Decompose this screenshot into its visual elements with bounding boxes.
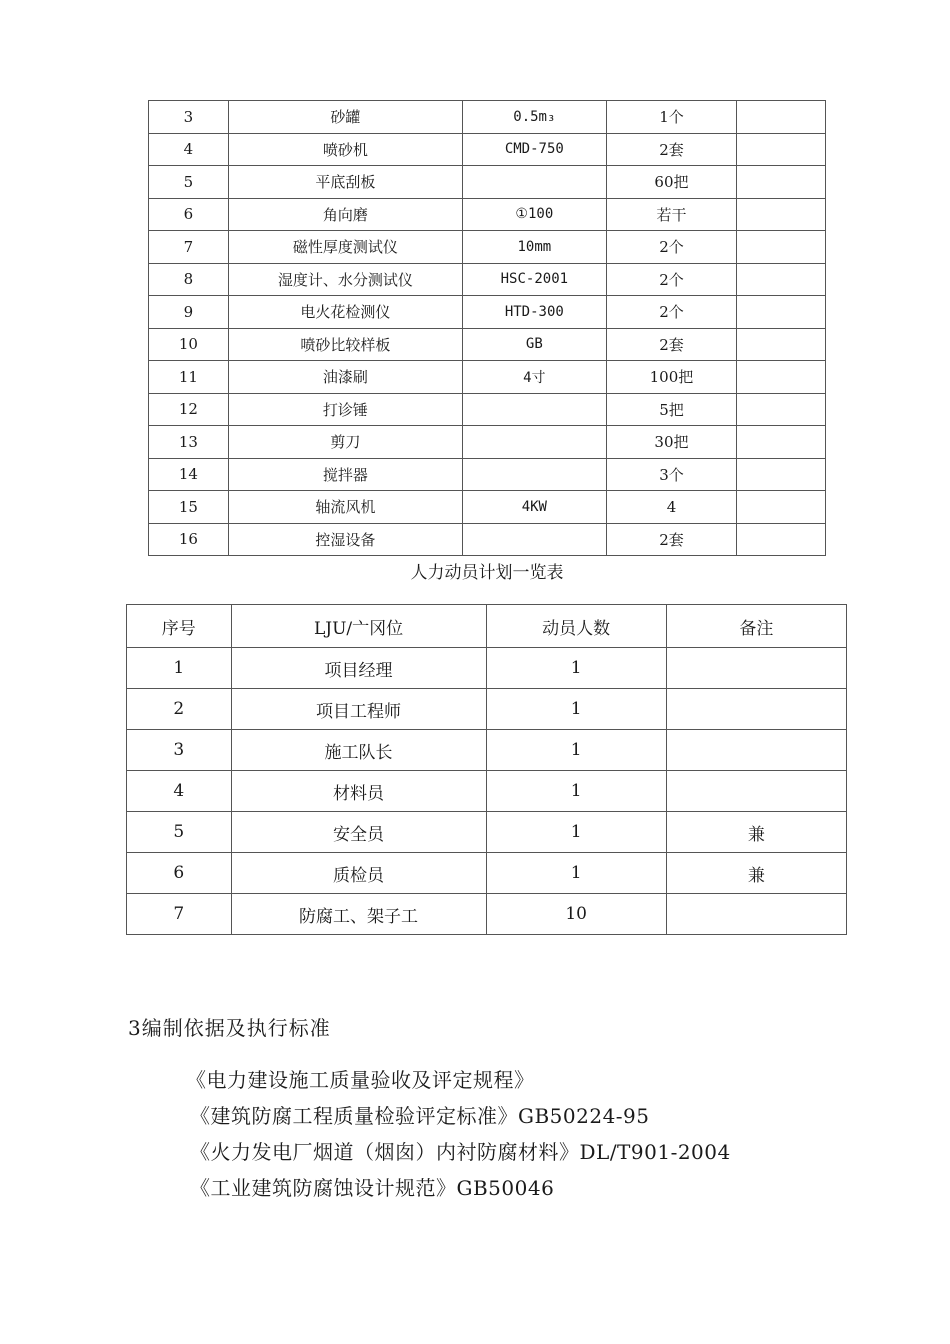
equip-no-cell: 16 — [149, 523, 229, 556]
standard-item: 《火力发电厂烟道（烟囱）内衬防腐材料》DL/T901-2004 — [190, 1140, 731, 1164]
equip-spec-cell — [463, 426, 607, 459]
staff-position-cell: 项目工程师 — [231, 689, 486, 730]
equip-note-cell — [737, 458, 826, 491]
equip-name-cell: 喷砂机 — [228, 133, 462, 166]
staff-header-row — [127, 605, 847, 648]
staff-count-cell: 10 — [486, 894, 666, 935]
equip-no-cell: 7 — [149, 231, 229, 264]
header-note: 备注 — [666, 605, 846, 648]
equip-name-cell: 角向磨 — [228, 198, 462, 231]
equip-note-cell — [737, 296, 826, 329]
staff-count-cell: 1 — [486, 689, 666, 730]
staff-count-cell: 1 — [486, 730, 666, 771]
equip-note-cell — [737, 133, 826, 166]
equip-spec-cell — [463, 166, 607, 199]
staff-position-cell: 防腐工、架子工 — [231, 894, 486, 935]
header-count: 动员人数 — [486, 605, 666, 648]
table-row — [149, 231, 826, 264]
equip-name-cell: 砂罐 — [228, 101, 462, 134]
equip-spec-cell: GB — [463, 328, 607, 361]
equip-note-cell — [737, 263, 826, 296]
staff-no-cell: 6 — [127, 853, 232, 894]
equip-qty-cell: 2个 — [606, 296, 737, 329]
equip-name-cell: 控湿设备 — [228, 523, 462, 556]
equip-name-cell: 磁性厚度测试仪 — [228, 231, 462, 264]
table-row — [127, 689, 847, 730]
equip-name-cell: 油漆刷 — [228, 361, 462, 394]
equip-qty-cell: 2套 — [606, 133, 737, 166]
table-row — [127, 648, 847, 689]
table-row — [149, 458, 826, 491]
standard-item: 《建筑防腐工程质量检验评定标准》GB50224-95 — [190, 1104, 650, 1128]
table-row — [149, 101, 826, 134]
equip-qty-cell: 2套 — [606, 523, 737, 556]
staff-note-cell — [666, 771, 846, 812]
equip-note-cell — [737, 426, 826, 459]
staff-position-cell: 施工队长 — [231, 730, 486, 771]
equip-qty-cell: 2个 — [606, 231, 737, 264]
equip-no-cell: 4 — [149, 133, 229, 166]
equip-qty-cell: 2套 — [606, 328, 737, 361]
equip-spec-cell: HTD-300 — [463, 296, 607, 329]
equip-qty-cell: 60把 — [606, 166, 737, 199]
equipment-table — [148, 100, 826, 556]
staff-table-caption: 人力动员计划一览表 — [410, 563, 564, 583]
equip-note-cell — [737, 198, 826, 231]
equip-qty-cell: 3个 — [606, 458, 737, 491]
table-row — [127, 730, 847, 771]
table-row — [149, 426, 826, 459]
equip-spec-cell: 10mm — [463, 231, 607, 264]
equip-name-cell: 搅拌器 — [228, 458, 462, 491]
staff-note-cell — [666, 894, 846, 935]
staff-position-cell: 项目经理 — [231, 648, 486, 689]
equip-spec-cell: 4寸 — [463, 361, 607, 394]
equip-qty-cell: 5把 — [606, 393, 737, 426]
equip-no-cell: 9 — [149, 296, 229, 329]
equip-qty-cell: 30把 — [606, 426, 737, 459]
header-no: 序号 — [127, 605, 232, 648]
equip-no-cell: 15 — [149, 491, 229, 524]
equip-name-cell: 轴流风机 — [228, 491, 462, 524]
section-heading: 3编制依据及执行标准 — [128, 1016, 331, 1040]
table-row — [149, 198, 826, 231]
staff-table-body — [127, 648, 847, 935]
staff-count-cell: 1 — [486, 812, 666, 853]
equip-name-cell: 剪刀 — [228, 426, 462, 459]
equipment-table-body — [149, 101, 826, 556]
equip-spec-cell: 0.5m₃ — [463, 101, 607, 134]
table-row — [149, 393, 826, 426]
equip-no-cell: 3 — [149, 101, 229, 134]
staff-position-cell: 材料员 — [231, 771, 486, 812]
staff-note-cell: 兼 — [666, 812, 846, 853]
staff-position-cell: 安全员 — [231, 812, 486, 853]
standard-item: 《工业建筑防腐蚀设计规范》GB50046 — [190, 1176, 555, 1200]
header-position: LJU/亠冈位 — [231, 605, 486, 648]
staff-no-cell: 5 — [127, 812, 232, 853]
equip-note-cell — [737, 328, 826, 361]
staff-count-cell: 1 — [486, 853, 666, 894]
equip-spec-cell — [463, 458, 607, 491]
equip-note-cell — [737, 361, 826, 394]
equip-qty-cell: 1个 — [606, 101, 737, 134]
table-row — [149, 361, 826, 394]
table-row — [149, 523, 826, 556]
staff-note-cell — [666, 730, 846, 771]
equip-note-cell — [737, 166, 826, 199]
staff-count-cell: 1 — [486, 648, 666, 689]
table-row — [127, 812, 847, 853]
table-row — [149, 328, 826, 361]
equip-qty-cell: 4 — [606, 491, 737, 524]
equip-qty-cell: 若干 — [606, 198, 737, 231]
equip-note-cell — [737, 491, 826, 524]
staff-count-cell: 1 — [486, 771, 666, 812]
staff-position-cell: 质检员 — [231, 853, 486, 894]
equip-no-cell: 5 — [149, 166, 229, 199]
equip-note-cell — [737, 101, 826, 134]
equip-name-cell: 电火花检测仪 — [228, 296, 462, 329]
staff-table — [126, 604, 847, 935]
table-row — [149, 263, 826, 296]
equip-spec-cell — [463, 523, 607, 556]
equip-name-cell: 平底刮板 — [228, 166, 462, 199]
equip-spec-cell: CMD-750 — [463, 133, 607, 166]
staff-note-cell: 兼 — [666, 853, 846, 894]
equip-qty-cell: 2个 — [606, 263, 737, 296]
equip-name-cell: 湿度计、水分测试仪 — [228, 263, 462, 296]
equip-no-cell: 10 — [149, 328, 229, 361]
staff-no-cell: 4 — [127, 771, 232, 812]
equip-no-cell: 12 — [149, 393, 229, 426]
table-row — [149, 166, 826, 199]
staff-no-cell: 3 — [127, 730, 232, 771]
equip-no-cell: 6 — [149, 198, 229, 231]
table-row — [149, 133, 826, 166]
equip-spec-cell — [463, 393, 607, 426]
equip-note-cell — [737, 231, 826, 264]
staff-no-cell: 2 — [127, 689, 232, 730]
equip-spec-cell: 4KW — [463, 491, 607, 524]
staff-no-cell: 7 — [127, 894, 232, 935]
equip-name-cell: 打诊锤 — [228, 393, 462, 426]
staff-note-cell — [666, 689, 846, 730]
table-row — [127, 853, 847, 894]
staff-note-cell — [666, 648, 846, 689]
equip-note-cell — [737, 393, 826, 426]
table-row — [127, 894, 847, 935]
equip-qty-cell: 100把 — [606, 361, 737, 394]
equip-spec-cell: ①100 — [463, 198, 607, 231]
equip-no-cell: 11 — [149, 361, 229, 394]
equip-no-cell: 8 — [149, 263, 229, 296]
table-row — [149, 296, 826, 329]
table-row — [149, 491, 826, 524]
staff-table-header — [127, 605, 847, 648]
equip-name-cell: 喷砂比较样板 — [228, 328, 462, 361]
equip-no-cell: 14 — [149, 458, 229, 491]
equip-note-cell — [737, 523, 826, 556]
equip-spec-cell: HSC-2001 — [463, 263, 607, 296]
equip-no-cell: 13 — [149, 426, 229, 459]
standard-item: 《电力建设施工质量验收及评定规程》 — [186, 1068, 535, 1092]
table-row — [127, 771, 847, 812]
staff-no-cell: 1 — [127, 648, 232, 689]
